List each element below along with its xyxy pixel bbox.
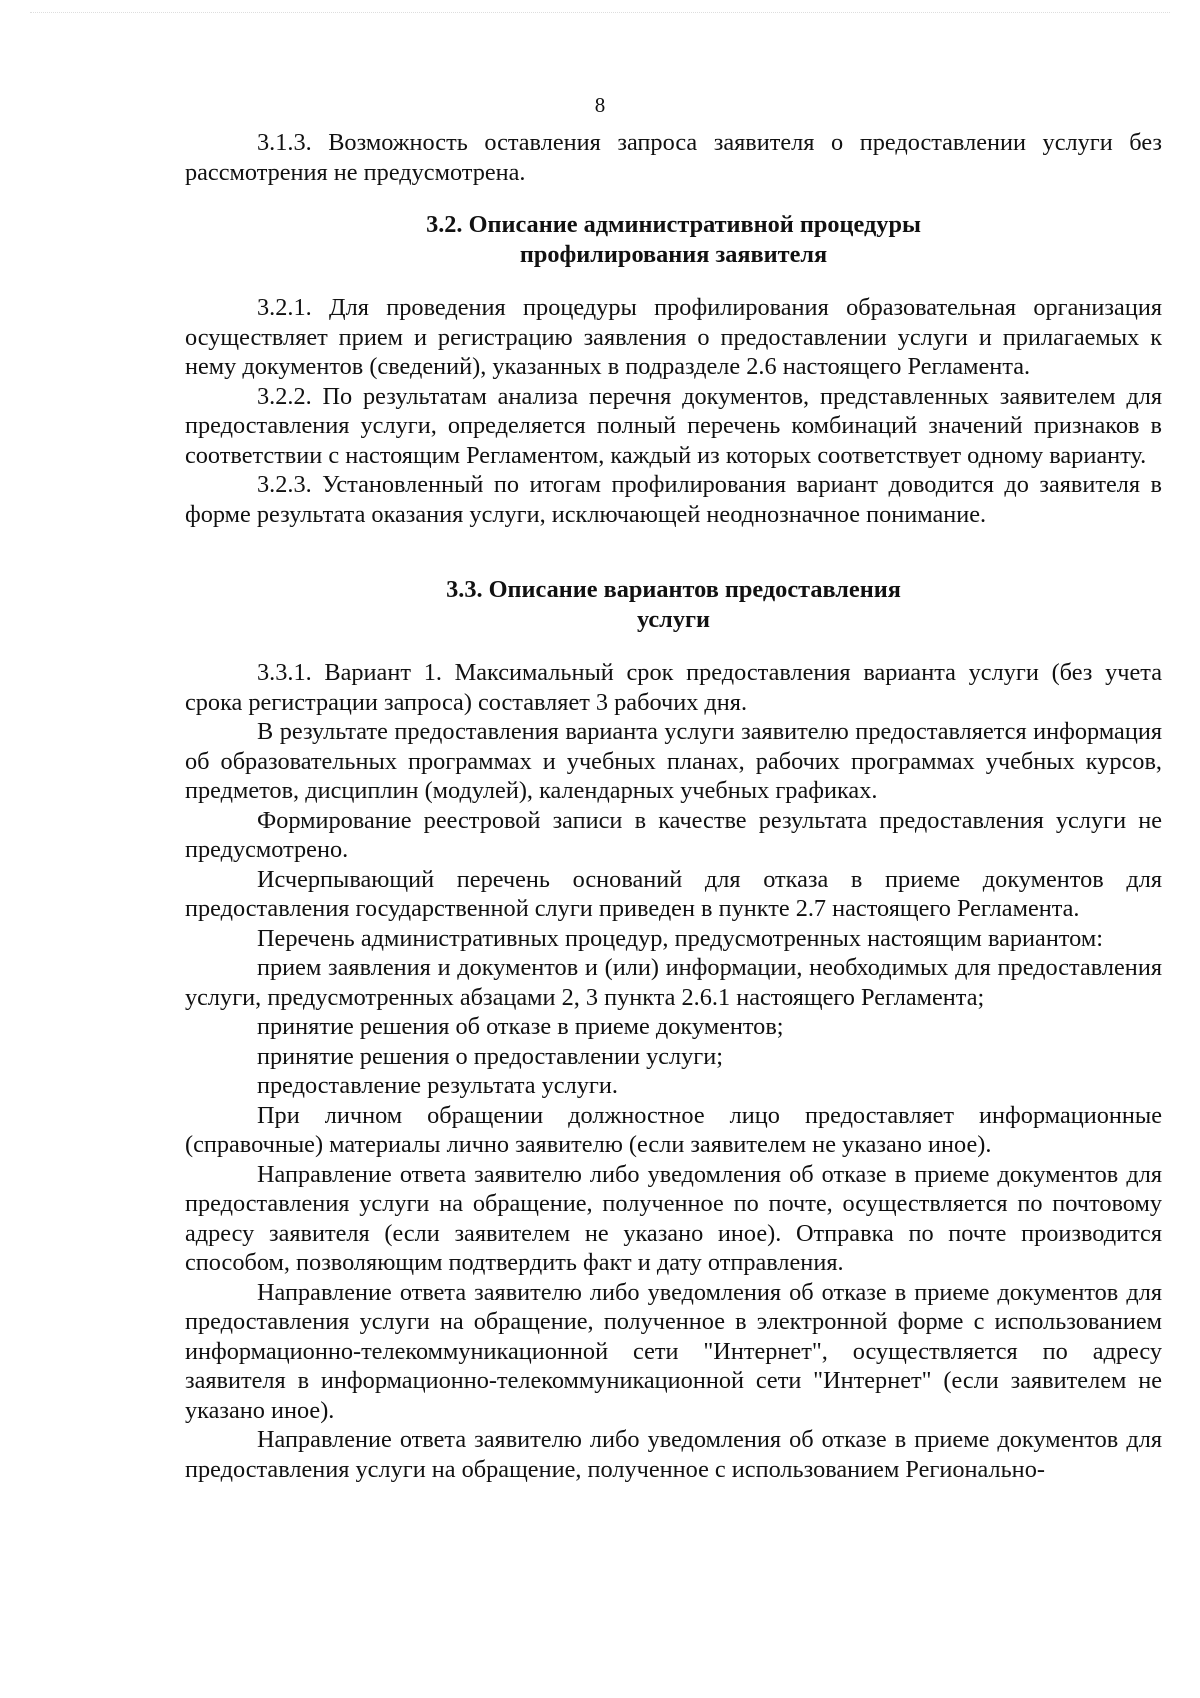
paragraph-result: В результате предоставления варианта услуги заявителю предоставляется информация об образовательных программах и учебных планах, рабочих программах учебных курсов, предметов, дисциплин (модулей), календарных учебных графиках. [185,718,1162,804]
section-heading-3-2-line2: профилирования заявителя [519,240,828,268]
paragraph-internet-response: Направление ответа заявителю либо уведомления об отказе в приеме документов для предоставления услуги на обращение, полученное в электронной форме с использованием информационно-телекоммуникационной сети "Интернет", осуществляется по адресу заявителя в информационно-телекоммуникационной сети "Интернет" (если заявителем не указано иное). [185,1278,1162,1424]
section-heading-3-3 [185,575,1162,634]
paragraph-regional-portal-response: Направление ответа заявителю либо уведомления об отказе в приеме документов для предоставления услуги на обращение, полученное с использованием Регионально- [185,1426,1162,1483]
paragraph-refusal-grounds: Исчерпывающий перечень оснований для отказа в приеме документов для предоставления государственной слуги приведен в пункте 2.7 настоящего Регламента. [185,865,1162,922]
section-heading-3-3-line2: услуги [637,605,710,633]
paragraph-3-2-1: 3.2.1. Для проведения процедуры профилирования образовательная организация осуществляет прием и регистрацию заявления о предоставлении услуги и прилагаемых к нему документов (сведений), указанных в подразделе 2.6 настоящего Регламента. [185,294,1162,380]
section-heading-3-2-line1: 3.2. Описание административной процедуры [426,211,921,238]
paragraph-3-2-3: 3.2.3. Установленный по итогам профилирования вариант доводится до заявителя в форме результата оказания услуги, исключающей неоднозначное понимание. [185,471,1162,528]
paragraph-3-3-1: 3.3.1. Вариант 1. Максимальный срок предоставления варианта услуги (без учета срока регистрации запроса) составляет 3 рабочих дня. [185,659,1162,716]
paragraph-3-2-2: 3.2.2. По результатам анализа перечня документов, представленных заявителем для предоставления услуги, определяется полный перечень комбинаций значений признаков в соответствии с настоящим Регламентом, каждый из которых соответствует одному варианту. [185,382,1162,469]
page-number: 8 [594,93,606,117]
paragraph-3-1-3: 3.1.3. Возможность оставления запроса заявителя о предоставлении услуги без рассмотрения не предусмотрена. [185,129,1162,186]
paragraph-registry-record: Формирование реестровой записи в качестве результата предоставления услуги не предусмотрено. [185,806,1162,863]
paragraph-procedures-intro: Перечень административных процедур, предусмотренных настоящим вариантом: [257,924,1103,952]
procedure-item: прием заявления и документов и (или) информации, необходимых для предоставления услуги, предусмотренных абзацами 2, 3 пункта 2.6.1 настоящего Регламента; [185,954,1162,1011]
paragraph-personal-visit: При личном обращении должностное лицо предоставляет информационные (справочные) материалы лично заявителю (если заявителем не указано иное). [185,1101,1162,1158]
section-heading-3-3-line1: 3.3. Описание вариантов предоставления [446,576,901,603]
procedure-item: принятие решения о предоставлении услуги; [257,1042,723,1070]
procedure-item: принятие решения об отказе в приеме документов; [257,1013,784,1040]
page-body [185,128,1162,1484]
scan-artifact-line [30,12,1170,15]
procedure-item: предоставление результата услуги. [257,1072,618,1099]
section-heading-3-2 [185,210,1162,269]
paragraph-mail-response: Направление ответа заявителю либо уведомления об отказе в приеме документов для предоставления услуги на обращение, полученное по почте, осуществляется по почтовому адресу заявителя (если заявителем не указано иное). Отправка по почте производится способом, позволяющим подтвердить факт и дату отправления. [185,1160,1162,1276]
